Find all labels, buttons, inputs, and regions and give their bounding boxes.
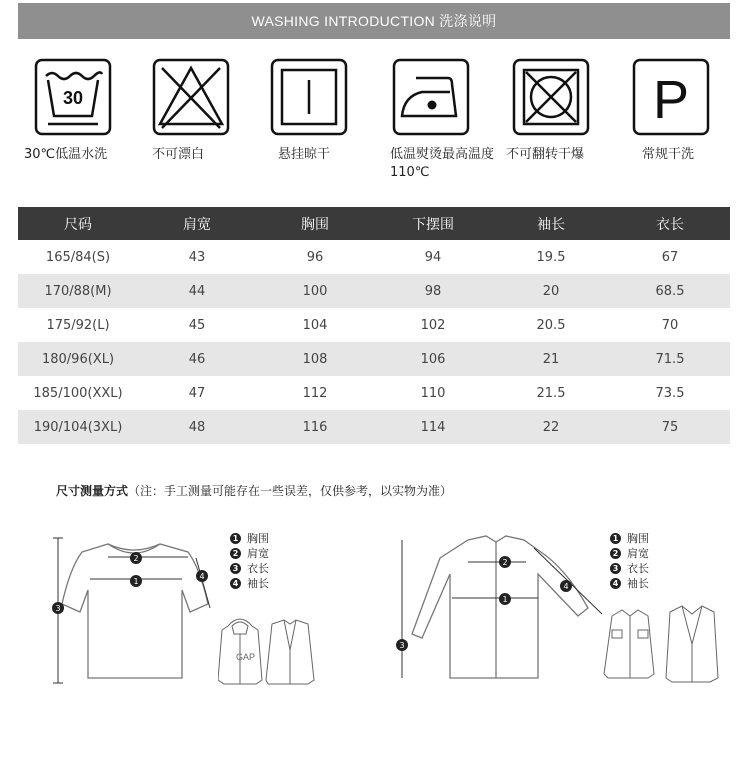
legend-label: 衣长 (247, 562, 269, 575)
table-header-row (18, 207, 730, 240)
care-label-iron: 低温熨烫最高温度110℃ (390, 147, 495, 180)
table-row (18, 240, 730, 274)
cell-sleeve: 19.5 (536, 249, 566, 265)
care-label-wash: 30℃低温水洗 (24, 147, 108, 162)
cell-size: 170/88(M) (44, 283, 112, 299)
legend-label: 肩宽 (627, 547, 649, 560)
cell-hem: 114 (420, 419, 446, 435)
care-label-dry-clean: 常规干洗 (642, 147, 695, 162)
hoodie-cardigan-thumbnails (218, 610, 318, 688)
washing-banner (18, 3, 730, 39)
cell-length: 67 (661, 249, 679, 265)
cell-chest: 116 (302, 419, 328, 435)
cell-length: 75 (661, 419, 679, 435)
banner-title: WASHING INTRODUCTION 洗涤说明 (251, 13, 497, 29)
legend-left (230, 531, 269, 591)
size-table (18, 207, 730, 444)
mark-chest: 1 (502, 595, 508, 604)
legend-right (610, 531, 649, 591)
legend-num: 4 (610, 578, 621, 589)
cell-size: 165/84(S) (45, 249, 111, 265)
cell-shoulder: 45 (188, 317, 206, 333)
cell-chest: 104 (302, 317, 328, 333)
cell-hem: 110 (420, 385, 446, 401)
cell-sleeve: 20.5 (536, 317, 566, 333)
cell-length: 68.5 (655, 283, 685, 299)
mark-length: 3 (399, 641, 405, 650)
legend-item (610, 546, 649, 561)
care-label-no-tumble: 不可翻转干爆 (506, 147, 585, 162)
legend-item (230, 561, 269, 576)
table-row (18, 376, 730, 410)
measure-note-title: 尺寸测量方式 (56, 484, 129, 498)
mark-chest: 1 (133, 577, 139, 586)
cell-size: 185/100(XXL) (33, 385, 123, 401)
wash-temp-text: 30 (62, 88, 84, 108)
gap-logo-text: GAP (236, 652, 256, 662)
care-label-no-bleach: 不可漂白 (152, 147, 205, 162)
cell-shoulder: 46 (188, 351, 206, 367)
mark-sleeve: 4 (199, 572, 205, 581)
legend-item (230, 576, 269, 591)
care-symbols (18, 58, 730, 188)
cell-chest: 96 (306, 249, 324, 265)
legend-num: 4 (230, 578, 241, 589)
legend-item (230, 546, 269, 561)
mark-shoulder: 2 (133, 554, 139, 563)
legend-item (610, 531, 649, 546)
legend-num: 2 (230, 548, 241, 559)
cell-chest: 108 (302, 351, 328, 367)
cell-size: 190/104(3XL) (33, 419, 123, 435)
header-hem: 下摆围 (412, 216, 454, 233)
cell-shoulder: 44 (188, 283, 206, 299)
cell-shoulder: 48 (188, 419, 206, 435)
table-row (18, 342, 730, 376)
cell-hem: 102 (420, 317, 446, 333)
no-tumble-dry-icon (512, 58, 590, 136)
cell-length: 73.5 (655, 385, 685, 401)
cell-chest: 112 (302, 385, 328, 401)
legend-num: 3 (610, 563, 621, 574)
wash-30-icon (34, 58, 112, 136)
cell-sleeve: 20 (542, 283, 560, 299)
dry-clean-icon (632, 58, 710, 136)
cell-length: 70 (661, 317, 679, 333)
legend-num: 1 (610, 533, 621, 544)
legend-label: 袖长 (247, 577, 269, 590)
cell-sleeve: 21 (542, 351, 560, 367)
jacket-blazer-thumbnails (600, 600, 720, 684)
legend-num: 1 (230, 533, 241, 544)
cell-length: 71.5 (655, 351, 685, 367)
table-row (18, 308, 730, 342)
dry-clean-letter: P (652, 70, 690, 130)
cell-sleeve: 22 (542, 419, 560, 435)
legend-num: 2 (610, 548, 621, 559)
legend-label: 胸围 (247, 532, 269, 545)
table-row (18, 410, 730, 444)
table-row (18, 274, 730, 308)
mark-sleeve: 4 (563, 582, 569, 591)
header-shoulder: 肩宽 (183, 216, 211, 233)
low-iron-icon (392, 58, 470, 136)
legend-item (230, 531, 269, 546)
hang-dry-icon (270, 58, 348, 136)
cell-hem: 106 (420, 351, 446, 367)
legend-label: 肩宽 (247, 547, 269, 560)
shirt-diagram (388, 528, 604, 688)
cell-hem: 98 (424, 283, 442, 299)
measure-note (56, 482, 452, 499)
header-length: 衣长 (656, 216, 684, 233)
cell-shoulder: 43 (188, 249, 206, 265)
header-sleeve: 袖长 (537, 216, 565, 233)
no-bleach-icon (152, 58, 230, 136)
cell-sleeve: 21.5 (536, 385, 566, 401)
legend-num: 3 (230, 563, 241, 574)
header-chest: 胸围 (301, 216, 329, 233)
cell-hem: 94 (424, 249, 442, 265)
header-size: 尺码 (64, 216, 92, 233)
legend-item (610, 561, 649, 576)
legend-label: 胸围 (627, 532, 649, 545)
legend-label: 衣长 (627, 562, 649, 575)
cell-shoulder: 47 (188, 385, 206, 401)
legend-label: 袖长 (627, 577, 649, 590)
cell-size: 180/96(XL) (41, 351, 115, 367)
legend-item (610, 576, 649, 591)
cell-size: 175/92(L) (46, 317, 110, 333)
mark-shoulder: 2 (502, 558, 508, 567)
mark-length: 3 (55, 604, 61, 613)
cell-chest: 100 (302, 283, 328, 299)
care-label-hang-dry: 悬挂晾干 (278, 147, 331, 162)
measure-note-text: （注：手工测量可能存在一些误差，仅供参考，以实物为准） (128, 484, 453, 498)
